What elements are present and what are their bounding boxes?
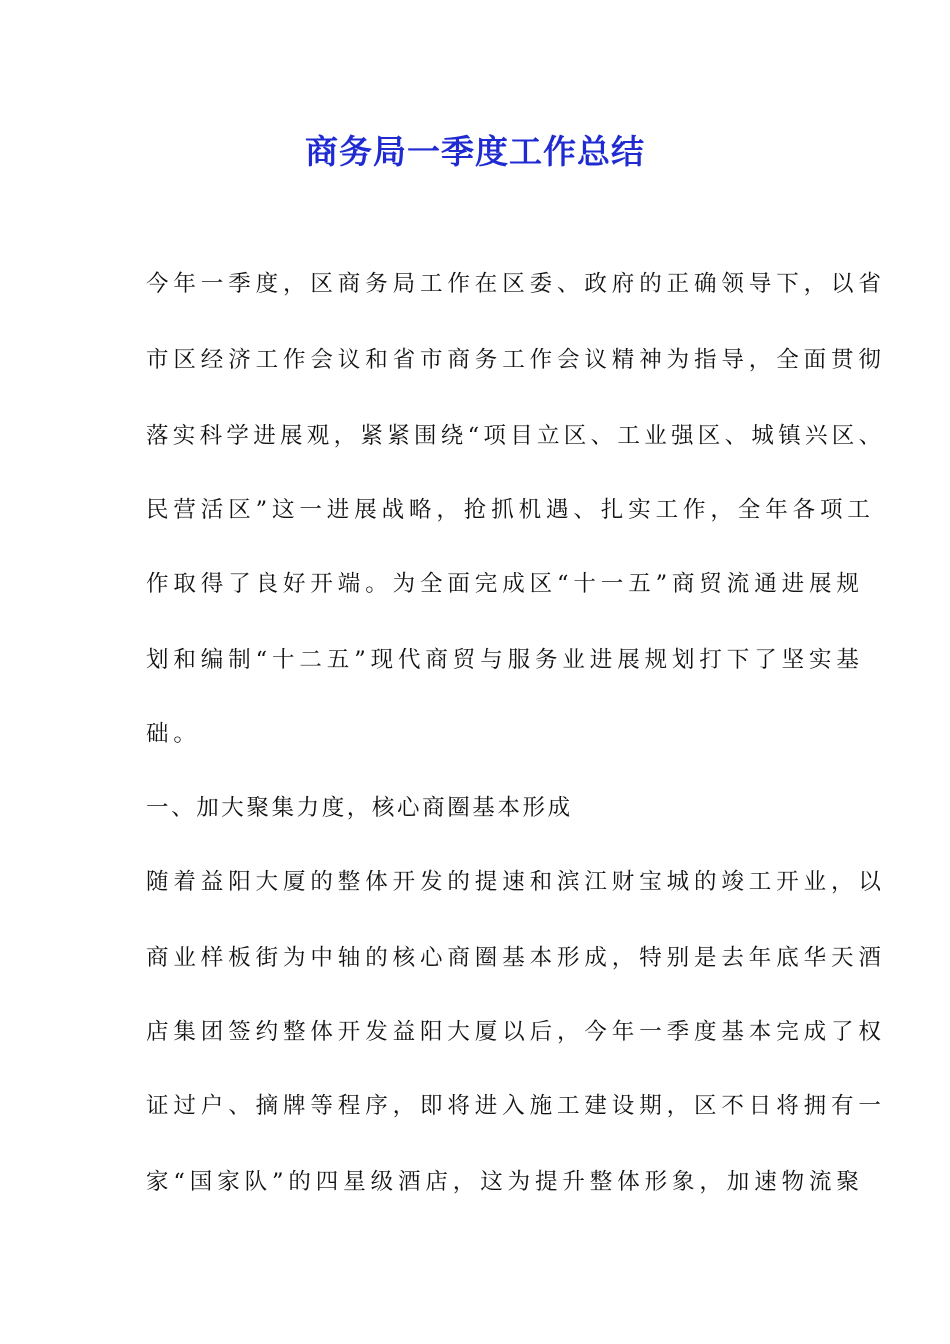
paragraph-section1-line: 证过户、摘牌等程序，即将进入施工建设期，区不日将拥有一	[146, 1093, 886, 1119]
document-title: 商务局一季度工作总结	[305, 132, 645, 171]
paragraph-intro-line: 今年一季度，区商务局工作在区委、政府的正确领导下，以省	[146, 271, 886, 297]
paragraph-intro-line: 划和编制“十二五”现代商贸与服务业进展规划打下了坚实基	[146, 647, 864, 673]
paragraph-section1-line: 家“国家队”的四星级酒店，这为提升整体形象，加速物流聚	[146, 1169, 864, 1195]
paragraph-intro-line: 市区经济工作会议和省市商务工作会议精神为指导，全面贯彻	[146, 347, 886, 373]
paragraph-section1-line: 店集团签约整体开发益阳大厦以后，今年一季度基本完成了权	[146, 1019, 886, 1045]
paragraph-intro-line: 作取得了良好开端。为全面完成区“十一五”商贸流通进展规	[146, 571, 864, 597]
paragraph-intro-line: 民营活区”这一进展战略，抢抓机遇、扎实工作，全年各项工	[146, 497, 875, 523]
paragraph-section1-line: 随着益阳大厦的整体开发的提速和滨江财宝城的竣工开业，以	[146, 869, 886, 895]
section-heading-1: 一、加大聚集力度，核心商圈基本形成	[146, 795, 573, 821]
paragraph-section1-line: 商业样板街为中轴的核心商圈基本形成，特别是去年底华天酒	[146, 945, 886, 971]
paragraph-intro-line: 落实科学进展观，紧紧围绕“项目立区、工业强区、城镇兴区、	[146, 423, 886, 449]
paragraph-intro-line: 础。	[146, 721, 201, 747]
